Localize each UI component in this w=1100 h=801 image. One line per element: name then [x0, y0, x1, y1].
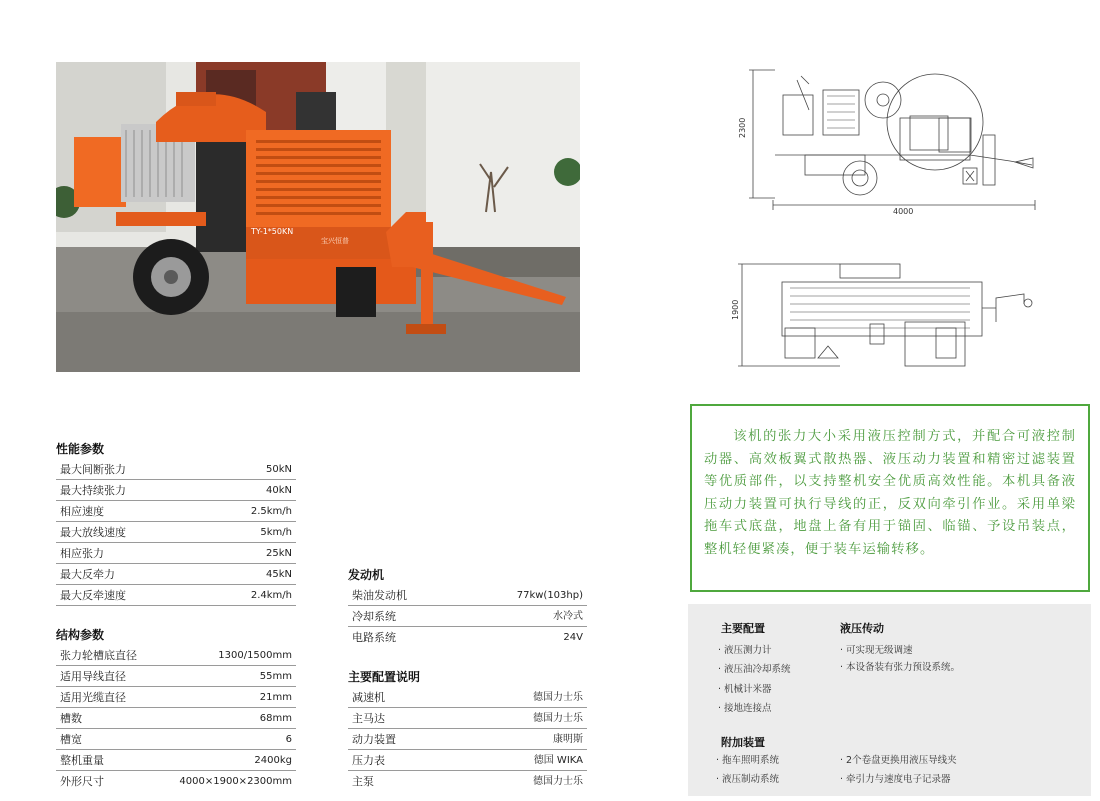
table-row [56, 459, 296, 480]
table-row [56, 750, 296, 771]
param-value: 55mm [259, 671, 292, 682]
section-title: 主要配置说明 [348, 670, 421, 684]
table-row [56, 564, 296, 585]
param-value: 5km/h [260, 527, 292, 538]
param-name: 最大反牵力 [60, 568, 115, 581]
section-title: 发动机 [348, 568, 385, 582]
engine-params [348, 565, 587, 648]
param-name: 电路系统 [352, 631, 396, 644]
param-value: 1300/1500mm [218, 650, 292, 661]
param-value: 40kN [266, 485, 292, 496]
table-row [56, 501, 296, 522]
param-name: 最大放线速度 [60, 526, 126, 539]
list-item: · 2个卷盘更换用液压导线夹 [840, 755, 957, 766]
param-name: 相应速度 [60, 505, 104, 518]
table-row [348, 750, 587, 771]
param-value: 50kN [266, 464, 292, 475]
param-value: 4000×1900×2300mm [179, 776, 292, 787]
tensioner-machine-photo [56, 62, 580, 372]
param-name: 冷却系统 [352, 610, 396, 623]
section-title: 结构参数 [56, 628, 105, 642]
list-item: · 液压油冷却系统 [718, 664, 791, 675]
param-value: 68mm [259, 713, 292, 724]
table-row [56, 729, 296, 750]
param-name: 相应张力 [60, 547, 104, 560]
list-item: · 本设备装有张力预设系统。 [840, 662, 961, 673]
extra-title: 附加装置 [721, 736, 765, 749]
param-value: 康明斯 [553, 734, 583, 745]
table-row [56, 585, 296, 606]
param-value: 2.5km/h [250, 506, 292, 517]
table-row [56, 687, 296, 708]
table-row [348, 771, 587, 792]
param-value: 45kN [266, 569, 292, 580]
table-row [56, 708, 296, 729]
side-length-label: 4000 [893, 207, 914, 216]
param-value: 德国力士乐 [533, 713, 583, 724]
description-box [690, 404, 1090, 592]
param-name: 最大持续张力 [60, 484, 126, 497]
table-row [56, 543, 296, 564]
description-text: 该机的张力大小采用液压控制方式，并配合可液控制动器、高效板翼式散热器、液压动力装置和精密过滤装置等优质部件，以支持整机安全优质高效性能。本机具备液压动力装置可执行导线的正，反双向牵引作业。采用单梁拖车式底盘，地盘上备有用于锚固、临锚、予设吊装点，整机轻便紧凑，便于装车运输转移。 [704, 429, 1076, 557]
param-value: 77kw(103hp) [516, 590, 583, 601]
structure-params [56, 625, 296, 792]
config-panel [688, 604, 1091, 796]
param-name: 压力表 [352, 754, 385, 767]
section-title: 性能参数 [56, 442, 105, 456]
hydraulic-title: 液压传动 [840, 622, 884, 635]
param-value: 德国力士乐 [533, 692, 583, 703]
top-view-drawing [730, 258, 1050, 378]
param-value: 6 [285, 734, 292, 745]
param-name: 适用导线直径 [60, 670, 126, 683]
param-name: 最大反牵速度 [60, 589, 126, 602]
param-name: 柴油发动机 [352, 589, 407, 602]
param-value: 25kN [266, 548, 292, 559]
list-item: · 接地连接点 [718, 703, 772, 714]
param-value: 2400kg [254, 755, 292, 766]
table-row [348, 729, 587, 750]
param-value: 德国力士乐 [533, 776, 583, 787]
table-row [348, 606, 587, 627]
list-item: · 液压测力计 [718, 645, 772, 656]
param-name: 槽数 [60, 712, 82, 725]
table-row [56, 480, 296, 501]
param-name: 整机重量 [60, 754, 104, 767]
list-item: · 液压制动系统 [716, 774, 780, 785]
side-height-label: 2300 [738, 117, 747, 138]
performance-params [56, 439, 296, 606]
list-item: · 可实现无级调速 [840, 645, 913, 656]
table-row [348, 627, 587, 648]
param-name: 动力装置 [352, 733, 396, 746]
param-name: 外形尺寸 [60, 775, 104, 788]
list-item: · 拖车照明系统 [716, 755, 780, 766]
param-name: 主马达 [352, 712, 385, 725]
table-row [56, 645, 296, 666]
table-row [348, 687, 587, 708]
param-name: 主泵 [352, 775, 374, 788]
param-name: 槽宽 [60, 733, 82, 746]
param-name: 适用光缆直径 [60, 691, 126, 704]
param-value: 24V [563, 632, 583, 643]
table-row [348, 708, 587, 729]
param-name: 最大间断张力 [60, 463, 126, 476]
list-item: · 牵引力与速度电子记录器 [840, 774, 951, 785]
param-value: 21mm [259, 692, 292, 703]
top-width-label: 1900 [731, 299, 740, 320]
table-row [56, 666, 296, 687]
side-view-drawing [735, 60, 1050, 220]
table-row [56, 771, 296, 792]
param-value: 德国 WIKA [533, 755, 583, 766]
list-item: · 机械计米器 [718, 684, 772, 695]
param-name: 减速机 [352, 691, 385, 704]
table-row [348, 585, 587, 606]
table-row [56, 522, 296, 543]
model-plate: TY-1*50KN [251, 227, 294, 236]
param-value: 水冷式 [553, 611, 583, 622]
main-config-params [348, 667, 587, 792]
param-value: 2.4km/h [250, 590, 292, 601]
brand-text: 宝兴恒普 [321, 237, 349, 245]
param-name: 张力轮槽底直径 [60, 649, 137, 662]
main-config-title: 主要配置 [721, 622, 765, 635]
product-photo [56, 62, 580, 372]
